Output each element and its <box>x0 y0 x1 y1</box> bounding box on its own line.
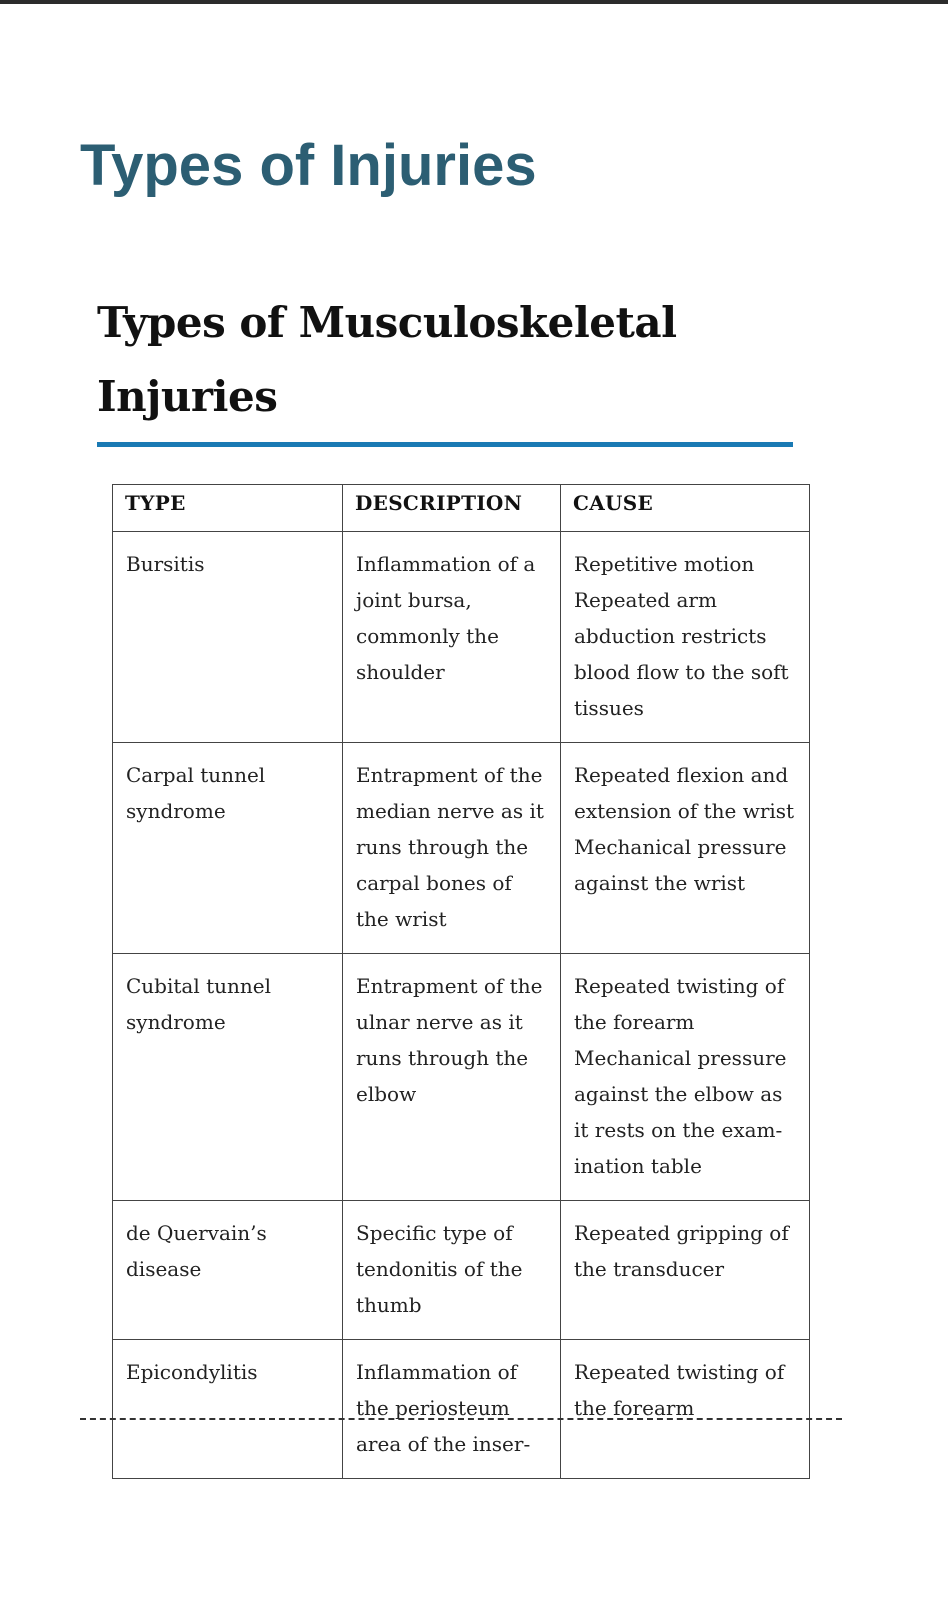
cell-description: Entrapment of the ulnar nerve as it runs through the elbow <box>343 954 561 1201</box>
injuries-table <box>112 484 810 1479</box>
cause-line: Mechanical pressure against the wrist <box>574 835 787 895</box>
cell-type: de Quervain’s disease <box>113 1201 343 1340</box>
page-title: Types of Injuries <box>80 133 537 198</box>
cell-cause <box>561 954 810 1201</box>
cell-description: Specific type of tendonitis of the thumb <box>343 1201 561 1340</box>
table-row <box>113 1340 810 1479</box>
cell-cause <box>561 743 810 954</box>
cause-line: Repeated gripping of the transducer <box>574 1221 789 1281</box>
cell-type: Carpal tunnel syndrome <box>113 743 343 954</box>
header-cause: CAUSE <box>561 485 810 532</box>
cell-cause <box>561 1340 810 1479</box>
section-title: Types of Musculoskeletal Injuries <box>97 298 677 421</box>
cell-type: Epicondylitis <box>113 1340 343 1479</box>
cell-cause <box>561 532 810 743</box>
cause-line: Mechanical pressure against the elbow as it rests on the exam-ination table <box>574 1046 787 1178</box>
cell-type: Cubital tunnel syndrome <box>113 954 343 1201</box>
table-container <box>112 484 812 1456</box>
cause-line: Repeated flexion and extension of the wrist <box>574 763 795 823</box>
header-description: DESCRIPTION <box>343 485 561 532</box>
cell-description: Inflammation of a joint bursa, commonly the shoulder <box>343 532 561 743</box>
page-cut-line <box>80 1418 842 1420</box>
table-row <box>113 532 810 743</box>
table-row <box>113 954 810 1201</box>
cell-description: Entrapment of the median nerve as it runs through the carpal bones of the wrist <box>343 743 561 954</box>
table-row <box>113 743 810 954</box>
top-edge-bar <box>0 0 948 4</box>
cause-line: Repetitive motion <box>574 552 755 576</box>
header-type: TYPE <box>113 485 343 532</box>
cell-cause <box>561 1201 810 1340</box>
cell-description: Inflammation of the periosteum area of the inser- <box>343 1340 561 1479</box>
cell-type: Bursitis <box>113 532 343 743</box>
cause-line: Repeated arm abduction restricts blood flow to the soft tissues <box>574 588 789 720</box>
table-header-row <box>113 485 810 532</box>
cause-line: Repeated twisting of the forearm <box>574 974 785 1034</box>
table-row <box>113 1201 810 1340</box>
cause-line: Repeated twisting of the forearm <box>574 1360 785 1420</box>
section-divider <box>97 442 793 447</box>
